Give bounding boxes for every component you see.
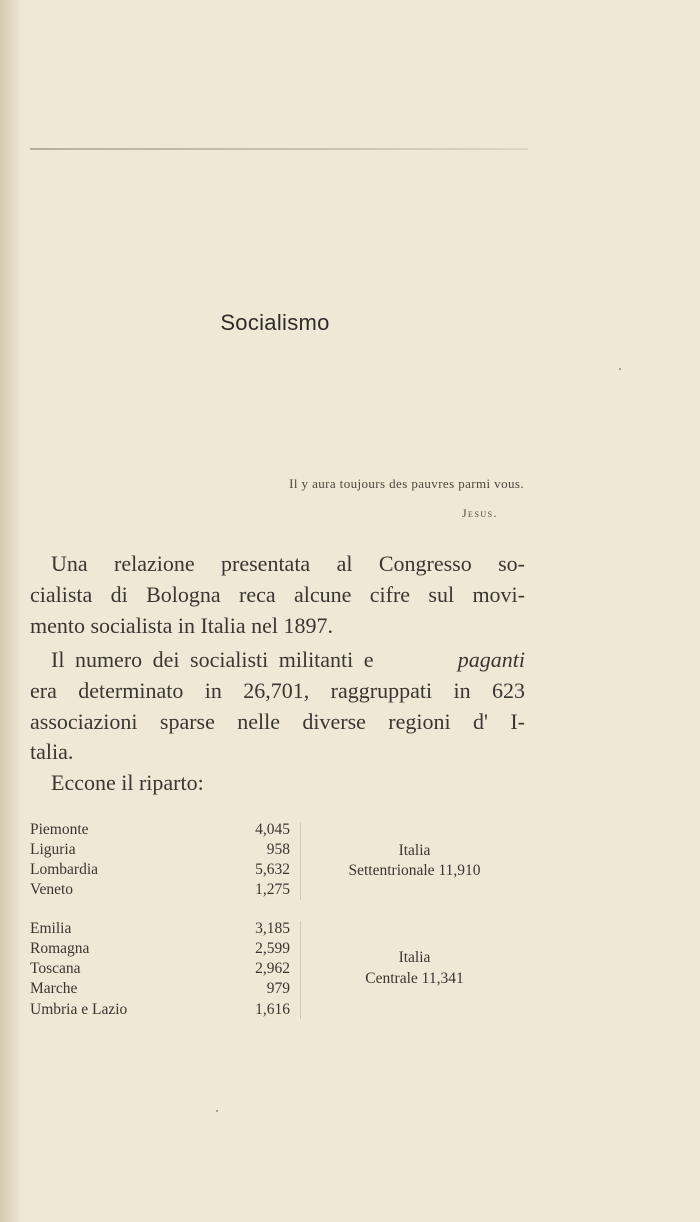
table-row-region: Lombardia [30,861,99,878]
paragraph-1-line-3: mento socialista in Italia nel 1897. [30,613,334,638]
paper-speck [619,368,621,370]
table-row-value: 958 [266,841,290,858]
table-row-value: 4,045 [255,821,290,838]
group-bracket-north [300,822,301,900]
table-row-value: 1,275 [255,881,290,898]
paragraph-3: Eccone il riparto: [51,770,204,795]
top-rule [30,148,528,150]
group-label-north-1: Italia [398,842,431,859]
table-row-region: Toscana [30,960,81,977]
paragraph-2-line-2: era determinato in 26,701, raggruppati in 623 [30,678,525,703]
paragraph-1-line-1: Una relazione presentata al Congresso so- [51,551,525,576]
page-edge-shadow [0,0,22,1222]
epigraph-quote: Il y aura toujours des pauvres parmi vous. [289,476,524,491]
table-row-value: 2,962 [255,960,290,977]
table-row-value: 5,632 [255,861,290,878]
table-row-value: 979 [266,980,290,997]
table-row-region: Emilia [30,920,72,937]
table-row-value: 1,616 [255,1001,290,1018]
table-row-region: Liguria [30,841,76,858]
table-row-value: 3,185 [255,920,290,937]
group-label-central-2: Centrale 11,341 [365,970,464,987]
paragraph-2-line-4: talia. [30,739,74,764]
table-row-region: Umbria e Lazio [30,1001,128,1018]
table-row-region: Romagna [30,940,90,957]
paper-speck [216,1110,218,1112]
paragraph-2-emphasis: paganti [457,647,525,672]
group-label-north-2: Settentrionale 11,910 [348,862,481,879]
page-title: Socialismo [220,310,330,335]
table-row-region: Veneto [30,881,74,898]
paragraph-2-line-1 [30,645,525,675]
paragraph-1-line-2: cialista di Bologna reca alcune cifre sul movi- [30,582,525,607]
table-row-region: Marche [30,980,78,997]
table-row-value: 2,599 [255,940,290,957]
paragraph-2-line-1-text: Il numero dei socialisti militanti e [51,647,374,672]
paragraph-2-line-3: associazioni sparse nelle diverse regioni d' I- [30,709,525,734]
group-bracket-central [300,921,301,1019]
group-label-central-1: Italia [398,949,431,966]
table-row-region: Piemonte [30,821,89,838]
epigraph-author: Jesus. [462,508,498,520]
